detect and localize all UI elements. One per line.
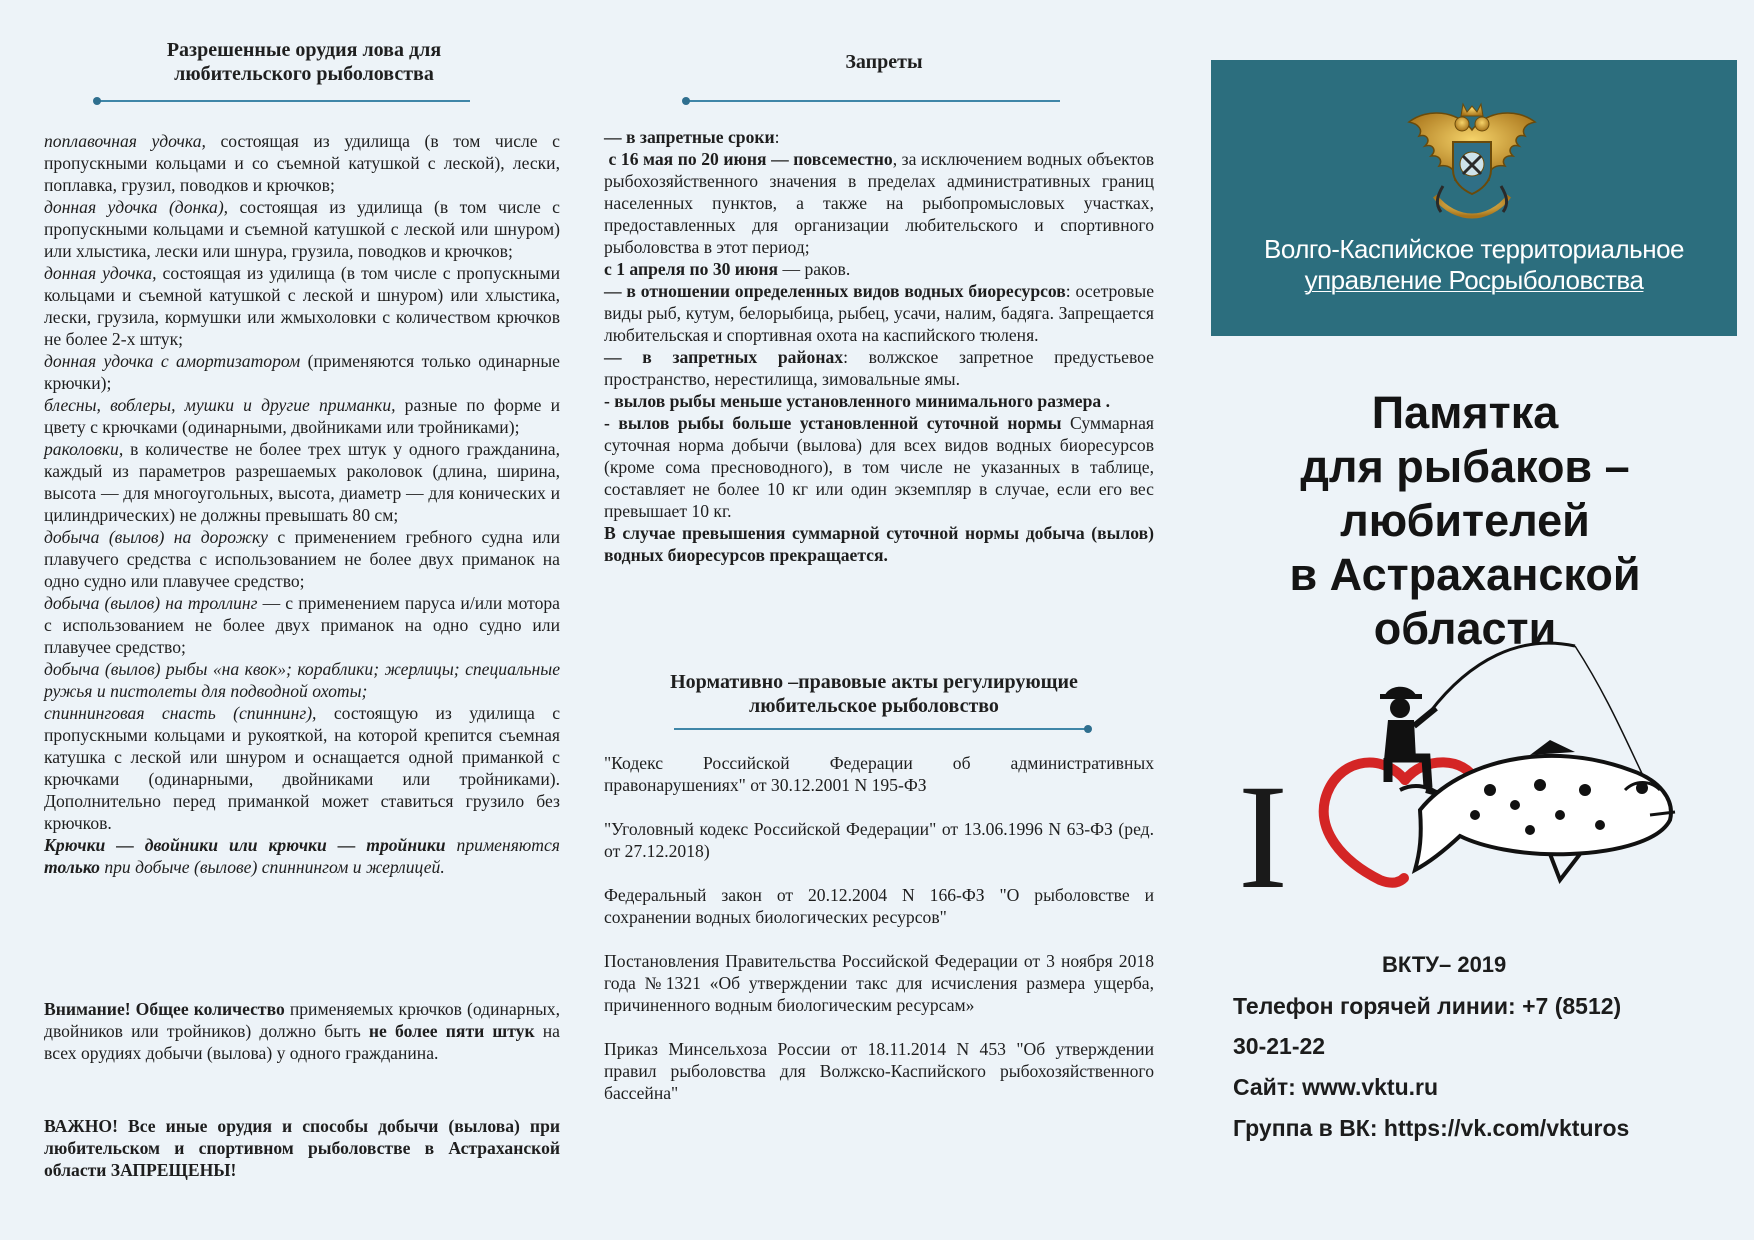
list-item: добыча (вылов) рыбы «на квок»; кораблики; жерлицы; специальные ружья и пистолеты для подводной охоты; [44,659,560,701]
prohibitions-text: — в запретные сроки: с 16 мая по 20 июня — повсеместно, за исключением водных объектов рыбохозяйственного значения в пределах административных границ населенных пунктов, а также на рыбопромысловых участках, предоставленных для организации любительского и спортивного рыболовства в этот период; с 1 апреля по 30 июня — раков. — в отношении определенных видов водных биоресурсов: осетровые виды рыб, кутум, белорыбица, рыбец, усачи, налим, бадяга. Запрещается любительская и спортивная охота на каспийского тюленя. — в запретных районах: волжское запретное предустьевое пространство, нерестилища, зимовальные ямы. - вылов рыбы меньше установленного минимального размера . - вылов рыбы больше установленной суточной нормы Суммарная суточная норма добычи (вылова) для всех видов водных биоресурсов (кроме сома пресноводного), в том числе не указанных в таблице, составляет не более 10 кг или один экземпляр в случае, если его вес превышает 10 кг. В случае превышения суммарной суточной нормы добыча (вылов) водных биоресурсов прекращается. [604,127,1155,565]
i-love-fishing-illustration [1230,640,1700,940]
list-item: блесны, воблеры, мушки и другие приманки, разные по форме и цвету с крючками (одинарными, двойниками или тройниками); [44,395,560,437]
list-item: добыча (вылов) на троллинг — с применением паруса и/или мотора с использованием не более двух приманок на одно судно или плавучее средство; [44,593,560,657]
allowed-gear-heading: Разрешенные орудия лова для любительского рыболовства [166,39,442,85]
agency-banner [1211,60,1737,336]
agency-name: Волго-Каспийское территориальное управление Росрыболовства [1263,234,1684,295]
list-item: добыча (вылов) на дорожку с применением гребного судна или плавучего средства с использованием не более двух приманок на одно судно или плавучее средство; [44,527,560,591]
list-item: донная удочка, состоящая из удилища (в том числе с пропускными кольцами и съемной катушкой с леской и шнуром) или хлыстика, лески, грузила, кормушки или жмыхоловки с количеством крючков не более 2-х штук; [44,263,560,349]
double-headed-eagle-emblem-icon [1405,100,1539,226]
fishing-scene [1230,640,1700,940]
fishing-rod [1430,643,1575,712]
list-item: раколовки, в количестве не более трех штук у одного гражданина, каждый из параметров разрешаемых раколовок (длина, ширина, высота — для многоугольных, высота, диаметр — для конических и цилиндрических) не должны превышать 80 см; [44,439,560,525]
allowed-gear-list [44,130,560,878]
attention-note: Внимание! Общее количество применяемых крючков (одинарных, двойников или тройников) должно быть не более пяти штук на всех орудиях добычи (вылова) у одного гражданина. [44,999,560,1063]
important-note: ВАЖНО! Все иные орудия и способы добычи (вылова) при любительском и спортивном рыболовстве в Астраханской области ЗАПРЕЩЕНЫ! [44,1116,560,1180]
heading-divider [674,728,1088,730]
prohibitions-heading: Запреты [845,51,923,73]
list-item: Федеральный закон от 20.12.2004 N 166-ФЗ "О рыболовстве и сохранении водных биологических ресурсов" [604,885,1154,927]
list-item: Приказ Минсельхоза России от 18.11.2014 N 453 "Об утверждении правил рыболовства для Волжско-Каспийского рыбохозяйственного бассейна" [604,1039,1154,1103]
logo-letter: I [1238,754,1288,920]
list-item: Постановления Правительства Российской Федерации от 3 ноября 2018 года №1321 «Об утверждении такс для исчисления размера ущерба, причиненного водным биологическим ресурсам» [604,951,1154,1015]
website-link[interactable]: Сайт: www.vktu.ru [1233,1074,1439,1100]
list-item: "Уголовный кодекс Российской Федерации" от 13.06.1996 N 63-ФЗ (ред. от 27.12.2018) [604,819,1154,861]
legal-acts-list [604,752,1154,1104]
hooks-note: Крючки — двойники или крючки — тройники применяются только при добыче (вылове) спиннингом и жерлицей. [44,835,560,877]
list-item: спиннинговая снасть (спиннинг), состоящую из удилища с пропускными кольцами и рукояткой, на которой крепится съемная катушка с леской или шнуром и оснащается одной приманкой с крючками (одинарными, двойниками или тройниками). Дополнительно перед приманкой может ставиться грузило без крючков. [44,703,560,833]
heading-divider [97,100,470,102]
vk-group-link[interactable]: Группа в ВК: https://vk.com/vkturos [1233,1115,1630,1141]
list-item: донная удочка (донка), состоящая из удилища (в том числе с пропускными кольцами и съемной катушкой с леской или шнуром) или хлыстика, лески или шнура, грузила, поводков и крючков; [44,197,560,261]
heart-icon [1324,763,1405,883]
list-item: поплавочная удочка, состоящая из удилища (в том числе с пропускными кольцами и со съемной катушкой с леской), лески, поплавка, грузил, поводков и крючков; [44,131,560,195]
legal-acts-heading: Нормативно –правовые акты регулирующие любительское рыболовство [670,671,1078,717]
list-item: донная удочка с амортизатором (применяются только одинарные крючки); [44,351,560,393]
year-label: ВКТУ– 2019 [1382,952,1507,977]
page-title: Памятка для рыбаков – любителей в Астраханской области [1289,387,1641,654]
hotline-phone: Телефон горячей линии: +7 (8512) 30-21-22 [1233,993,1622,1059]
list-item: "Кодекс Российской Федерации об административных правонарушениях" от 30.12.2001 N 195-ФЗ [604,753,1154,795]
heading-divider [686,100,1060,102]
